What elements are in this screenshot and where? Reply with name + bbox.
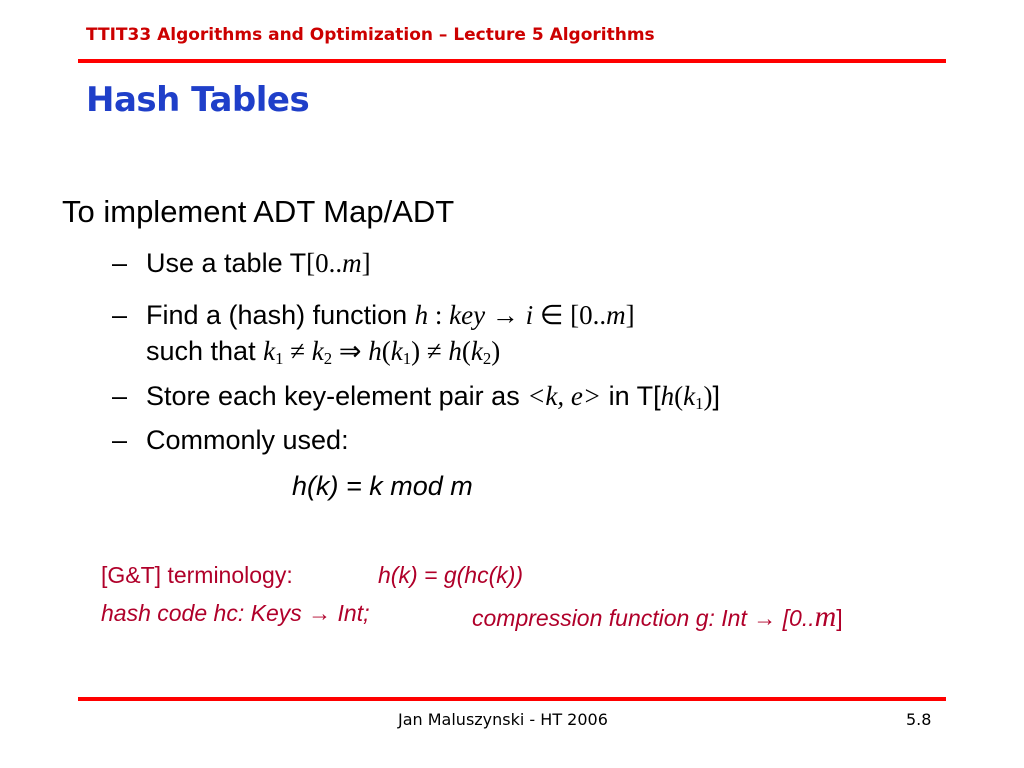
bullet-math: h : key → i ∈ [0..m] bbox=[414, 300, 635, 330]
hash-formula: h(k) = k mod m bbox=[292, 471, 473, 501]
bullet-text-end: ] bbox=[712, 381, 721, 411]
intro-line: To implement ADT Map/ADT bbox=[62, 194, 455, 229]
compression-function-definition bbox=[472, 600, 843, 634]
bullet-math: k1 ≠ k2 ⇒ h(k1) ≠ h(k2) bbox=[263, 336, 501, 369]
bullet-text: Find a (hash) function bbox=[146, 300, 415, 330]
pair-math: <k, e> bbox=[527, 381, 602, 411]
bullet-math: [0..m] bbox=[306, 248, 371, 278]
bullet-text: Use a table T bbox=[146, 248, 307, 278]
bullet-math: h(k1) bbox=[660, 381, 713, 414]
lecture-header: TTIT33 Algorithms and Optimization – Lecture 5 Algorithms bbox=[86, 25, 655, 45]
bullet-dash: – bbox=[112, 300, 128, 330]
slide-title: Hash Tables bbox=[86, 80, 310, 120]
bullet-dash: – bbox=[112, 381, 128, 411]
bullet-text: Store each key-element pair as bbox=[146, 381, 528, 411]
compression-prefix: compression function g: Int → [0.. bbox=[472, 605, 815, 631]
bullet-dash: – bbox=[112, 425, 128, 455]
bullet-use-table bbox=[112, 248, 371, 279]
bullet-store-pair bbox=[112, 381, 721, 414]
compression-m: m bbox=[814, 600, 837, 633]
bullet-text: such that bbox=[146, 336, 264, 366]
bullet-commonly-used bbox=[112, 425, 349, 456]
compression-suffix: ] bbox=[836, 605, 843, 631]
bullet-such-that bbox=[146, 336, 500, 369]
footer-author: Jan Maluszynski - HT 2006 bbox=[398, 710, 608, 729]
bottom-divider bbox=[78, 697, 946, 701]
bullet-dash: – bbox=[112, 248, 128, 278]
page-number: 5.8 bbox=[906, 710, 932, 729]
hash-code-definition: hash code hc: Keys → Int; bbox=[101, 600, 370, 626]
bullet-text-mid: in T[ bbox=[601, 381, 661, 411]
terminology-label: [G&T] terminology: bbox=[101, 562, 293, 588]
bullet-hash-function bbox=[112, 300, 635, 331]
top-divider bbox=[78, 59, 946, 63]
terminology-formula: h(k) = g(hc(k)) bbox=[378, 562, 524, 588]
bullet-text: Commonly used: bbox=[146, 425, 349, 455]
